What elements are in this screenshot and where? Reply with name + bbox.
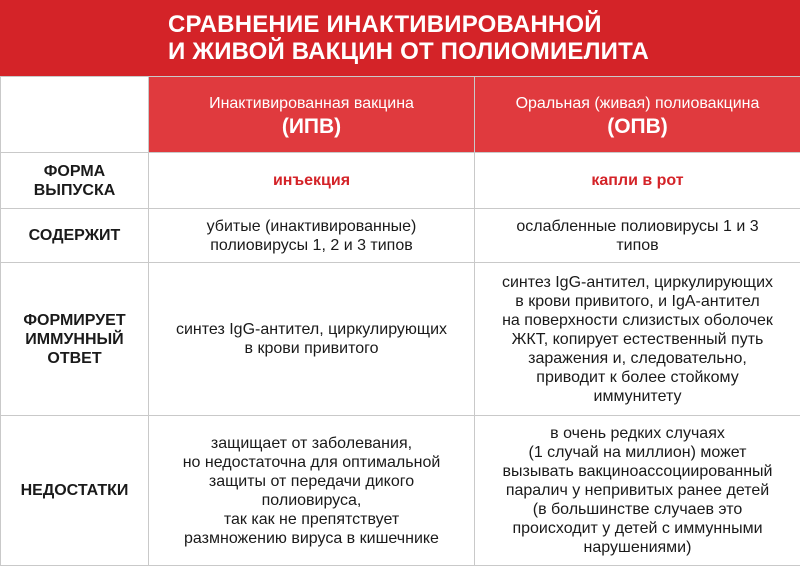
cell-line: но недостаточна для оптимальной bbox=[155, 453, 468, 472]
cell-line: в крови привитого bbox=[155, 339, 468, 358]
cell-line: (1 случай на миллион) может bbox=[481, 443, 794, 462]
cell-line: капли в рот bbox=[481, 171, 794, 190]
column-abbr-ipv: (ИПВ) bbox=[155, 117, 468, 136]
cell-line: защиты от передачи дикого bbox=[155, 472, 468, 491]
cell-line: происходит у детей с иммунными bbox=[481, 519, 794, 538]
cell-line: так как не препятствует bbox=[155, 510, 468, 529]
table-row bbox=[1, 263, 800, 416]
title-banner bbox=[0, 0, 800, 76]
label-line: ИММУННЫЙ bbox=[7, 330, 142, 349]
corner-cell bbox=[1, 77, 149, 153]
cell-line: синтез IgG-антител, циркулирующих bbox=[481, 273, 794, 292]
column-name-ipv: Инактивированная вакцина bbox=[155, 94, 468, 113]
cell-line: размножению вируса в кишечнике bbox=[155, 529, 468, 548]
cell-line: (в большинстве случаев это bbox=[481, 500, 794, 519]
row-label-drawbacks bbox=[1, 416, 149, 566]
column-name-opv: Оральная (живая) полиовакцина bbox=[481, 94, 794, 113]
cell-line: на поверхности слизистых оболочек bbox=[481, 311, 794, 330]
cell-line: синтез IgG-антител, циркулирующих bbox=[155, 320, 468, 339]
cell-line: убитые (инактивированные) bbox=[155, 217, 468, 236]
cell-line: заражения и, следовательно, bbox=[481, 349, 794, 368]
column-abbr-opv: (ОПВ) bbox=[481, 117, 794, 136]
cell-immune-opv bbox=[475, 263, 800, 416]
cell-form-ipv bbox=[149, 153, 475, 209]
column-header-opv bbox=[475, 77, 800, 153]
cell-line: инъекция bbox=[155, 171, 468, 190]
table-row bbox=[1, 416, 800, 566]
cell-line: нарушениями) bbox=[481, 538, 794, 557]
cell-line: в очень редких случаях bbox=[481, 424, 794, 443]
cell-line: вызывать вакциноассоциированный bbox=[481, 462, 794, 481]
label-line: ОТВЕТ bbox=[7, 349, 142, 368]
cell-drawbacks-opv bbox=[475, 416, 800, 566]
cell-line: защищает от заболевания, bbox=[155, 434, 468, 453]
title-line-2: И ЖИВОЙ ВАКЦИН ОТ ПОЛИОМИЕЛИТА bbox=[168, 38, 800, 65]
title-line-1: СРАВНЕНИЕ ИНАКТИВИРОВАННОЙ bbox=[168, 11, 800, 38]
cell-line: полиовирусы 1, 2 и 3 типов bbox=[155, 236, 468, 255]
cell-line: в крови привитого, и IgA-антител bbox=[481, 292, 794, 311]
cell-line: ЖКТ, копирует естественный путь bbox=[481, 330, 794, 349]
cell-immune-ipv bbox=[149, 263, 475, 416]
table-row bbox=[1, 153, 800, 209]
cell-line: иммунитету bbox=[481, 387, 794, 406]
cell-contains-opv bbox=[475, 209, 800, 263]
cell-line: типов bbox=[481, 236, 794, 255]
comparison-table bbox=[0, 76, 800, 566]
cell-line: приводит к более стойкому bbox=[481, 368, 794, 387]
label-line: ФОРМА bbox=[7, 162, 142, 181]
cell-form-opv bbox=[475, 153, 800, 209]
cell-line: ослабленные полиовирусы 1 и 3 bbox=[481, 217, 794, 236]
cell-contains-ipv bbox=[149, 209, 475, 263]
column-header-ipv bbox=[149, 77, 475, 153]
label-line: ФОРМИРУЕТ bbox=[7, 311, 142, 330]
row-label-immune-response bbox=[1, 263, 149, 416]
row-label-contains bbox=[1, 209, 149, 263]
cell-drawbacks-ipv bbox=[149, 416, 475, 566]
table-row bbox=[1, 209, 800, 263]
table-header-row bbox=[1, 77, 800, 153]
cell-line: паралич у непривитых ранее детей bbox=[481, 481, 794, 500]
row-label-form bbox=[1, 153, 149, 209]
label-line: НЕДОСТАТКИ bbox=[7, 481, 142, 500]
cell-line: полиовируса, bbox=[155, 491, 468, 510]
label-line: СОДЕРЖИТ bbox=[7, 226, 142, 245]
label-line: ВЫПУСКА bbox=[7, 181, 142, 200]
